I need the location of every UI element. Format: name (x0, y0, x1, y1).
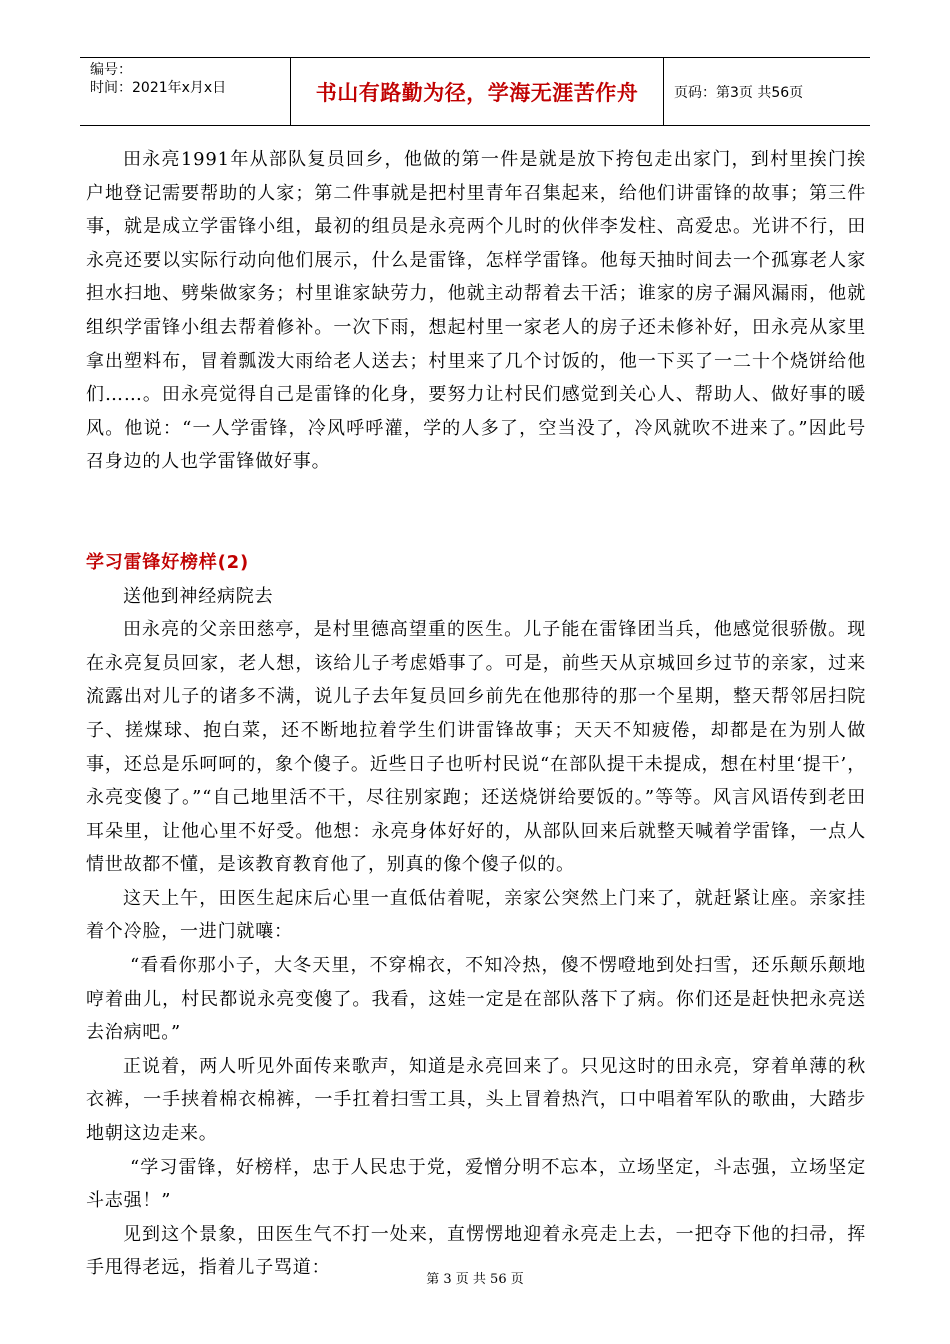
document-time-label: 时间：2021年x月x日 (90, 80, 227, 96)
quote-paragraph: “看看你那小子，大冬天里，不穿棉衣，不知冷热，傻不愣噔地到处扫雪，还乐颠乐颠地哼着曲儿，村民都说永亮变傻了。我看，这娃一定是在部队落下了病。你们还是赶快把永亮送去治病吧。” (86, 955, 866, 1044)
story-paragraph: 正说着，两人听见外面传来歌声，知道是永亮回来了。只见这时的田永亮，穿着单薄的秋衣裤，一手挟着棉衣棉裤，一手扛着扫雪工具，头上冒着热汽，口中唱着军队的歌曲，大踏步地朝这边走来。 (86, 1055, 866, 1145)
page-header (80, 57, 870, 126)
page-footer: 第 3 页 共 56 页 (426, 1272, 524, 1287)
header-motto: 书山有路勤为径，学海无涯苦作舟 (291, 58, 664, 125)
story-paragraph: 这天上午，田医生起床后心里一直低估着呢，亲家公突然上门来了，就赶紧让座。亲家挂着个冷脸，一进门就嚷： (86, 887, 866, 943)
section-title: 学习雷锋好榜样(2) (86, 551, 249, 573)
song-quote-paragraph: “学习雷锋，好榜样，忠于人民忠于党，爱憎分明不忘本，立场坚定，斗志强，立场坚定斗志强！” (86, 1156, 866, 1212)
document-body (86, 143, 866, 1285)
story-paragraph: 田永亮1991年从部队复员回乡，他做的第一件是就是放下挎包走出家门，到村里挨门挨户地登记需要帮助的人家；第二件事就是把村里青年召集起来，给他们讲雷锋的故事；第三件事，就是成立学雷锋小组，最初的组员是永亮两个儿时的伙伴李发柱、高爱忠。光讲不行，田永亮还要以实际行动向他们展示，什么是雷锋，怎样学雷锋。他每天抽时间去一个孤寡老人家担水扫地、劈柴做家务；村里谁家缺劳力，他就主动帮着去干活；谁家的房子漏风漏雨，他就组织学雷锋小组去帮着修补。一次下雨，想起村里一家老人的房子还未修补好，田永亮从家里拿出塑料布，冒着瓢泼大雨给老人送去；村里来了几个讨饭的，他一下买了一二十个烧饼给他们……。田永亮觉得自己是雷锋的化身，要努力让村民们感觉到关心人、帮助人、做好事的暖风。他说：“一人学雷锋，冷风呼呼灌，学的人多了，空当没了，冷风就吹不进来了。”因此号召身边的人也学雷锋做好事。 (86, 149, 866, 473)
header-meta-cell (80, 58, 291, 125)
story-paragraph: 田永亮的父亲田慈亭，是村里德高望重的医生。儿子能在雷锋团当兵，他感觉很骄傲。现在永亮复员回家，老人想，该给儿子考虑婚事了。可是，前些天从京城回乡过节的亲家，过来流露出对儿子的诸多不满，说儿子去年复员回乡前先在他那待的那一个星期，整天帮邻居扫院子、搓煤球、抱白菜，还不断地拉着学生们讲雷锋故事；天天不知疲倦，却都是在为别人做事，还总是乐呵呵的，象个傻子。近些日子也听村民说“在部队提干未提成，想在村里‘提干’，永亮变傻了。”“自己地里活不干，尽往别家跑；还送烧饼给要饭的。”等等。风言风语传到老田耳朵里，让他心里不好受。他想：永亮身体好好的，从部队回来后就整天喊着学雷锋，一点人情世故都不懂，是该教育教育他了，别真的像个傻子似的。 (86, 619, 866, 876)
document-number-label: 编号： (90, 62, 132, 78)
section-subtitle: 送他到神经病院去 (123, 585, 274, 607)
section-spacer (86, 479, 866, 546)
story-paragraph: 见到这个景象，田医生气不打一处来，直愣愣地迎着永亮走上去，一把夺下他的扫帚，挥手甩得老远，指着儿子骂道： (86, 1223, 866, 1279)
header-page-info: 页码：第3页 共56页 (674, 84, 804, 101)
